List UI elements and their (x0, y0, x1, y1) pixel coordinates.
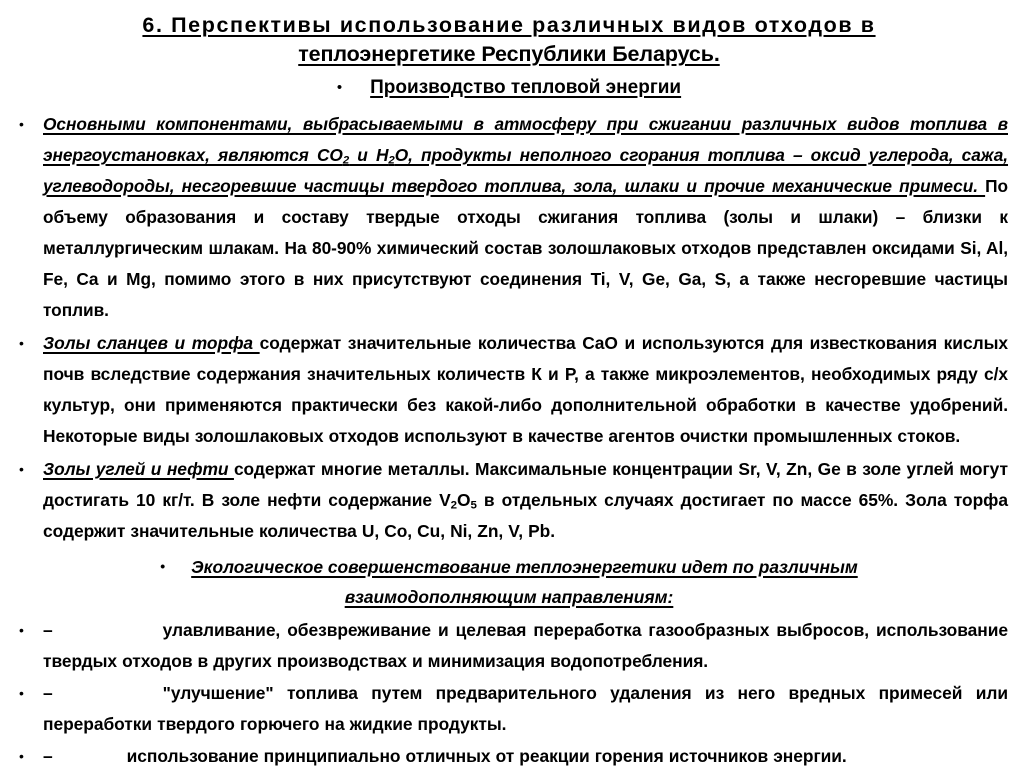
dash-paragraph-capture (43, 615, 1008, 677)
subheading-text: Производство тепловой энергии (370, 77, 682, 98)
page-title (10, 11, 1008, 69)
bullet-icon: • (19, 335, 24, 351)
list-item (10, 741, 1008, 772)
bullet-icon: • (19, 685, 24, 701)
paragraph-body-part-2: O (456, 490, 471, 510)
paragraph-emissions (43, 109, 1008, 326)
paragraph-lead-in: Золы углей и нефти (43, 459, 234, 479)
paragraph-coal-oil-ash (43, 454, 1008, 547)
lead-text-part-3: O, продукты неполного сгорания топлива – оксид углерода, сажа, углеводороды, несгоревшие частицы твердого топлива, зола, шлаки и прочие механические примеси. (43, 145, 1009, 196)
subscript-co2: 2 (342, 154, 350, 167)
bullet-icon: • (160, 558, 166, 574)
paragraph-body-text: По объему образования и составу твердые отходы сжигания топлива (золы и шлаки) – близки к металлургическим шлакам. На 80-90% химический состав золошлаковых отходов представлен оксидами Si, Al, Fe, Ca и Mg, помимо этого в них присутствуют соединения Ti, V, Ge, Ga, S, а также несгоревшие частицы топлив. (43, 176, 1008, 320)
list-item (10, 678, 1008, 740)
bullet-icon: • (19, 622, 24, 638)
list-item (10, 454, 1008, 547)
bullet-icon: • (19, 748, 24, 764)
paragraph-body-part-1: содержат многие металлы. Максимальные концентрации Sr, V, Zn, Ge в золе углей могут достигать 10 кг/т. В золе нефти содержание V (43, 459, 1008, 510)
dash-paragraph-text: улавливание, обезвреживание и целевая переработка газообразных выбросов, использование твердых отходов в других производствах и минимизация водопотребления. (43, 620, 1008, 671)
subheading-row (10, 75, 1008, 101)
bullet-icon: • (336, 79, 343, 96)
paragraph-body-part-3: в отдельных случаях достигает по массе 65%. Зола торфа содержит значительные количества U, Co, Cu, Ni, Zn, V, Pb. (43, 490, 1008, 541)
dash-marker: – (43, 746, 53, 766)
dash-marker: – (43, 683, 53, 703)
page-title-line-2: теплоэнергетике Республики Беларусь. (298, 42, 720, 66)
list-item (10, 615, 1008, 677)
paragraph-lead-in (43, 114, 1008, 196)
section-heading-line-2: взаимодополняющим направлениям: (344, 587, 674, 607)
section-heading-text-1: Экологическое совершенствование теплоэнергетики идет по различным (191, 557, 858, 577)
bullet-icon: • (19, 461, 24, 477)
paragraph-body-text: содержат значительные количества CaO и используются для известкования кислых почв вследствие содержания значительных количеств К и Р, а также микроэлементов, необходимых ряду с/х культур, они применяются практически без какой-либо дополнительной обработки в качестве удобрений. Некоторые виды золошлаковых отходов используют в качестве агентов очистки промышленных стоков. (43, 333, 1008, 446)
dash-paragraph-fuel-improvement (43, 678, 1008, 740)
dash-marker: – (43, 620, 53, 640)
dash-paragraph-alt-energy (43, 741, 1008, 772)
paragraph-lead-in: Золы сланцев и торфа (43, 333, 260, 353)
section-heading-ecology (10, 551, 1008, 612)
page-title-line-1: 6. Перспективы использование различных видов отходов в (142, 13, 876, 37)
lead-text-part-2: и H (349, 145, 389, 165)
subscript-h2o: 2 (388, 154, 395, 167)
subscript-o5: 5 (470, 499, 477, 512)
lead-text-part-1: Основными компонентами, выбрасываемыми в атмосферу при сжигании различных видов топлива в энергоустановках, являются CO (43, 114, 1008, 165)
section-heading-line-1 (10, 551, 1008, 582)
subscript-v2: 2 (450, 499, 457, 512)
dash-paragraph-text: использование принципиально отличных от реакции горения источников энергии. (126, 746, 847, 766)
bullet-icon: • (19, 116, 24, 132)
list-item (10, 109, 1008, 326)
list-item (10, 328, 1008, 452)
dash-paragraph-text: "улучшение" топлива путем предварительного удаления из него вредных примесей или переработки твердого горючего на жидкие продукты. (43, 683, 1008, 734)
paragraph-shale-peat-ash (43, 328, 1008, 452)
